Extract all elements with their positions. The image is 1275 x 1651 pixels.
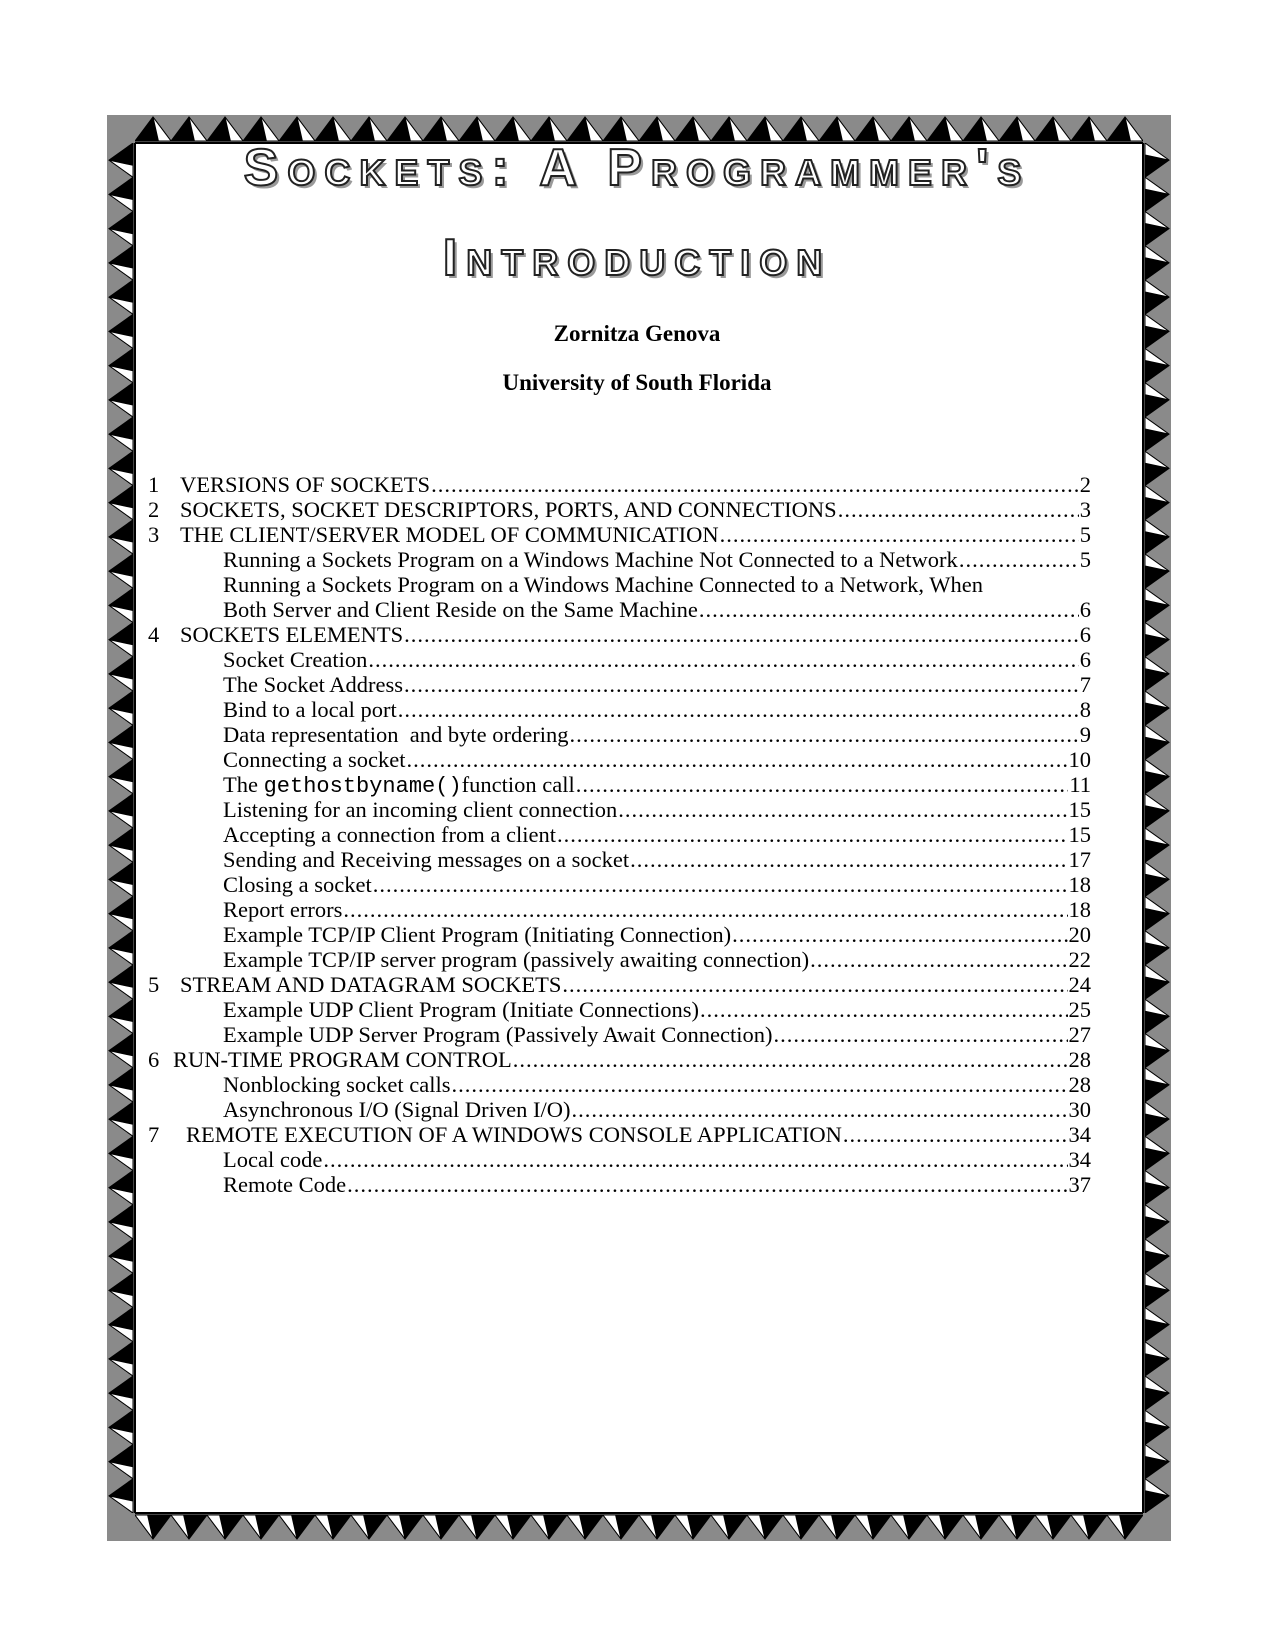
- toc-entry-title: Example TCP/IP server program (passively awaiting connection): [223, 947, 810, 972]
- toc-leader-dots: [343, 897, 1067, 922]
- toc-entry-subsection-continued[interactable]: [148, 597, 1091, 622]
- toc-entry-subsection[interactable]: [148, 772, 1091, 797]
- toc-page-number: 34: [1068, 1122, 1091, 1147]
- title-line-2: Introduction: [442, 229, 832, 287]
- toc-entry-subsection[interactable]: [148, 922, 1091, 947]
- toc-entry-subsection[interactable]: [148, 572, 1091, 597]
- toc-page-number: 6: [1079, 622, 1091, 647]
- toc-entry-title-continued: Both Server and Client Reside on the Same Machine: [223, 597, 698, 622]
- toc-leader-dots: [630, 847, 1067, 872]
- toc-entry-subsection[interactable]: [148, 997, 1091, 1022]
- toc-entry-subsection[interactable]: [148, 872, 1091, 897]
- toc-leader-dots: [557, 822, 1068, 847]
- toc-entry-title: SOCKETS ELEMENTS: [180, 622, 404, 647]
- border-corner: [107, 1513, 135, 1541]
- toc-entry-subsection[interactable]: [148, 1072, 1091, 1097]
- toc-leader-dots: [810, 947, 1067, 972]
- toc-page-number: 20: [1068, 922, 1091, 947]
- toc-entry-title: Report errors: [223, 897, 343, 922]
- toc-entry-title: Local code: [223, 1147, 323, 1172]
- toc-entry-code: gethostbyname(): [263, 774, 462, 799]
- toc-entry-subsection[interactable]: [148, 1147, 1091, 1172]
- toc-entry-section-5[interactable]: [148, 972, 1091, 997]
- toc-entry-subsection[interactable]: [148, 647, 1091, 672]
- toc-entry-title: Listening for an incoming client connection: [223, 797, 618, 822]
- border-corner: [1143, 115, 1171, 143]
- toc-page-number: 7: [1079, 672, 1091, 697]
- toc-page-number: 18: [1068, 872, 1091, 897]
- toc-entry-title: Example UDP Client Program (Initiate Connections): [223, 997, 699, 1022]
- toc-entry-section-6[interactable]: [148, 1047, 1091, 1072]
- toc-entry-subsection[interactable]: [148, 547, 1091, 572]
- toc-entry-title: Running a Sockets Program on a Windows Machine Connected to a Network, When: [223, 572, 983, 597]
- toc-leader-dots: [774, 1022, 1068, 1047]
- toc-entry-subsection[interactable]: [148, 722, 1091, 747]
- toc-page-number: 10: [1068, 747, 1091, 772]
- author-affiliation: University of South Florida: [502, 370, 772, 395]
- toc-leader-dots: [699, 597, 1079, 622]
- toc-entry-title: Socket Creation: [223, 647, 368, 672]
- toc-entry-title: function call: [461, 772, 575, 797]
- toc-page-number: 22: [1068, 947, 1091, 972]
- toc-entry-subsection[interactable]: [148, 947, 1091, 972]
- toc-leader-dots: [700, 997, 1068, 1022]
- toc-leader-dots: [570, 722, 1079, 747]
- toc-entry-prefix: The: [223, 772, 264, 797]
- toc-page-number: 34: [1068, 1147, 1091, 1172]
- toc-entry-title: SOCKETS, SOCKET DESCRIPTORS, PORTS, AND CONNECTIONS: [180, 497, 837, 522]
- toc-leader-dots: [404, 622, 1079, 647]
- toc-entry-title: The Socket Address: [223, 672, 403, 697]
- toc-section-number: 3: [148, 522, 160, 547]
- toc-entry-section-2[interactable]: [148, 497, 1091, 522]
- toc-section-number: 6: [148, 1047, 160, 1072]
- toc-section-number: 4: [148, 622, 160, 647]
- toc-entry-subsection[interactable]: [148, 822, 1091, 847]
- toc-page-number: 15: [1068, 822, 1091, 847]
- toc-section-number: 1: [148, 472, 160, 497]
- toc-page-number: 24: [1068, 972, 1091, 997]
- toc-leader-dots: [406, 747, 1067, 772]
- toc-leader-dots: [368, 647, 1078, 672]
- toc-entry-subsection[interactable]: [148, 697, 1091, 722]
- toc-entry-section-3[interactable]: [148, 522, 1091, 547]
- toc-page-number: 28: [1068, 1072, 1091, 1097]
- toc-entry-title: THE CLIENT/SERVER MODEL OF COMMUNICATION: [180, 522, 719, 547]
- toc-page-number: 2: [1079, 472, 1091, 497]
- toc-page-number: 37: [1068, 1172, 1091, 1197]
- toc-page-number: 15: [1068, 797, 1091, 822]
- toc-entry-section-4[interactable]: [148, 622, 1091, 647]
- toc-page-number: 30: [1068, 1097, 1091, 1122]
- toc-entry-title: Running a Sockets Program on a Windows Machine Not Connected to a Network: [223, 547, 958, 572]
- toc-entry-title: VERSIONS OF SOCKETS: [180, 472, 431, 497]
- toc-leader-dots: [451, 1072, 1067, 1097]
- toc-entry-subsection[interactable]: [148, 1097, 1091, 1122]
- toc-leader-dots: [323, 1147, 1067, 1172]
- toc-page-number: 8: [1079, 697, 1091, 722]
- toc-entry-title: Closing a socket: [223, 872, 372, 897]
- title-line-1: Sockets: A Programmer's: [243, 139, 1031, 197]
- toc-page-number: 11: [1069, 772, 1091, 797]
- toc-entry-subsection[interactable]: [148, 1022, 1091, 1047]
- toc-entry-title: STREAM AND DATAGRAM SOCKETS: [180, 972, 562, 997]
- toc-leader-dots: [431, 472, 1079, 497]
- toc-leader-dots: [576, 772, 1069, 797]
- border-corner: [107, 115, 135, 143]
- toc-entry-title: Bind to a local port: [223, 697, 397, 722]
- toc-page-number: 5: [1079, 547, 1091, 572]
- toc-entry-subsection[interactable]: [148, 747, 1091, 772]
- toc-page-number: 17: [1068, 847, 1091, 872]
- toc-leader-dots: [959, 547, 1079, 572]
- toc-entry-section-1[interactable]: [148, 472, 1091, 497]
- toc-page-number: 25: [1068, 997, 1091, 1022]
- toc-leader-dots: [513, 1047, 1068, 1072]
- toc-entry-section-7[interactable]: [148, 1122, 1091, 1147]
- toc-entry-title: Data representation and byte ordering: [223, 722, 569, 747]
- toc-page-number: 6: [1079, 647, 1091, 672]
- toc-leader-dots: [843, 1122, 1068, 1147]
- toc-leader-dots: [571, 1097, 1067, 1122]
- toc-page-number: 27: [1068, 1022, 1091, 1047]
- toc-entry-title: RUN-TIME PROGRAM CONTROL: [173, 1047, 512, 1072]
- toc-leader-dots: [618, 797, 1067, 822]
- toc-entry-title: REMOTE EXECUTION OF A WINDOWS CONSOLE APPLICATION: [186, 1122, 842, 1147]
- border-corner: [1143, 1513, 1171, 1541]
- toc-entry-title: Sending and Receiving messages on a socket: [223, 847, 630, 872]
- toc-entry-title: Asynchronous I/O (Signal Driven I/O): [223, 1097, 571, 1122]
- toc-entry-subsection[interactable]: [148, 847, 1091, 872]
- table-of-contents: [148, 472, 1091, 1197]
- toc-entry-subsection[interactable]: [148, 897, 1091, 922]
- toc-leader-dots: [562, 972, 1067, 997]
- toc-page-number: 9: [1079, 722, 1091, 747]
- author-name: Zornitza Genova: [553, 321, 721, 346]
- toc-entry-title: Example UDP Server Program (Passively Await Connection): [223, 1022, 773, 1047]
- toc-entry-subsection[interactable]: [148, 797, 1091, 822]
- toc-page-number: 3: [1079, 497, 1091, 522]
- toc-leader-dots: [838, 497, 1079, 522]
- toc-entry-subsection[interactable]: [148, 1172, 1091, 1197]
- toc-section-number: 2: [148, 497, 160, 522]
- toc-page-number: 28: [1068, 1047, 1091, 1072]
- toc-section-number: 5: [148, 972, 160, 997]
- toc-leader-dots: [347, 1172, 1067, 1197]
- toc-page-number: 5: [1079, 522, 1091, 547]
- toc-entry-subsection[interactable]: [148, 672, 1091, 697]
- toc-entry-title: Nonblocking socket calls: [223, 1072, 451, 1097]
- toc-leader-dots: [398, 697, 1079, 722]
- toc-leader-dots: [720, 522, 1079, 547]
- toc-entry-title: Remote Code: [223, 1172, 347, 1197]
- toc-leader-dots: [373, 872, 1068, 897]
- toc-section-number: 7: [148, 1122, 160, 1147]
- toc-leader-dots: [404, 672, 1079, 697]
- toc-page-number: 18: [1068, 897, 1091, 922]
- toc-leader-dots: [732, 922, 1067, 947]
- toc-entry-title: Accepting a connection from a client: [223, 822, 556, 847]
- toc-entry-title: Example TCP/IP Client Program (Initiating Connection): [223, 922, 732, 947]
- toc-page-number: 6: [1079, 597, 1091, 622]
- toc-entry-title: Connecting a socket: [223, 747, 406, 772]
